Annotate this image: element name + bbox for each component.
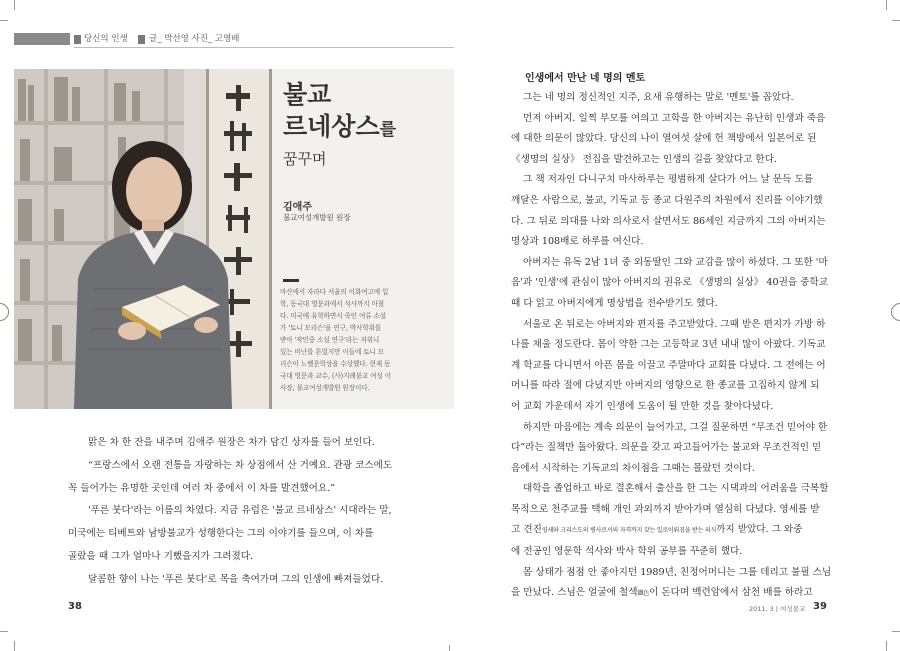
text-line-main: 계 학교를 다니면서 아픈 몸을 이끌고 주말마다 교회를 다녔다. 그 전에는 어 bbox=[511, 359, 826, 371]
text-line bbox=[511, 418, 841, 439]
text-line bbox=[511, 438, 841, 459]
text-line bbox=[511, 397, 841, 418]
bio-line: 받아 '작민중 소설 연구'라는 저위니 bbox=[280, 336, 380, 344]
text-line-main: 고 견진 bbox=[511, 524, 542, 536]
text-line-main: 때 다 읽고 아버지에게 명상법을 전수받기도 했다. bbox=[511, 297, 718, 309]
text-line bbox=[511, 232, 841, 253]
text-line-main: 을 만났다. 스님은 얼굴에 철색 bbox=[511, 587, 638, 599]
text-line bbox=[511, 109, 841, 130]
text-line bbox=[511, 479, 841, 500]
text-line bbox=[511, 315, 841, 336]
text-line bbox=[511, 212, 841, 233]
bio-line: 사장, 불교여성개발원 원장이다. bbox=[280, 384, 370, 392]
registration-mark bbox=[891, 303, 900, 321]
text-line bbox=[511, 170, 841, 191]
title-line-2-main: 르네상스 bbox=[283, 112, 380, 141]
left-column-text bbox=[68, 432, 398, 592]
header-credits: 글_ 박선영 사진_ 고영배 bbox=[149, 34, 240, 44]
crop-mark bbox=[14, 641, 15, 651]
crop-mark bbox=[449, 645, 450, 651]
title-line-2-particle: 를 bbox=[379, 120, 397, 140]
header-marker bbox=[74, 35, 81, 44]
text-line-main: 목적으로 천주교를 택해 개인 과외까지 받아가며 열심히 다녔다. 영세를 받 bbox=[511, 503, 820, 515]
text-line-tail: 까지 받았다. 그 와중 bbox=[716, 524, 803, 536]
paragraph: 맑은 차 한 잔을 내주며 김애주 원장은 차가 담긴 상자를 들어 보인다. bbox=[88, 437, 375, 448]
text-line bbox=[511, 356, 841, 377]
bio-line: 가 '토니 모리슨'을 연구, 박사학위를 bbox=[280, 324, 382, 332]
text-line-main: 머니를 따라 절에 다녔지만 아버지의 영향으로 한 종교를 고집하지 않게 되 bbox=[511, 380, 820, 392]
paragraph-continued: 골랐을 때 그가 얼마나 기뻤을지가 그려졌다. bbox=[68, 550, 254, 562]
inline-note: 영세와 크리스도의 병사로서의 자격까지 갖는 일로이뤄짐을 받는 의식 bbox=[541, 527, 717, 535]
crop-mark bbox=[886, 641, 887, 651]
text-line bbox=[511, 129, 841, 150]
page-number-right: 39 bbox=[813, 601, 827, 612]
text-line-main: 에 대한 의문이 많았다. 당신의 나이 열여섯 살에 헌 책방에서 일본어로 된 bbox=[511, 133, 817, 145]
text-line-main: 그 책 저자인 다니구치 마사하루는 평범하게 살다가 어느 날 문득 도를 bbox=[523, 174, 813, 186]
crop-mark bbox=[892, 20, 900, 21]
paragraph: '푸른 붓다'라는 이름의 차였다. 지금 유럽은 '불교 르네상스' 시대라는 말, bbox=[88, 505, 392, 517]
author-bio bbox=[280, 286, 442, 394]
text-line-main: 깨달은 사람으로, 불교, 기독교 등 종교 다원주의 차원에서 진리를 이야기했 bbox=[511, 194, 823, 206]
text-line-main: 나를 채울 정도란다. 몸이 약한 그는 고등학교 3년 내내 많이 아팠다. 기독교 bbox=[511, 339, 826, 351]
text-line-main: 그는 네 명의 정신적인 지주, 요새 유행하는 말로 '멘토'를 꼽았다. bbox=[523, 92, 794, 103]
text-line bbox=[511, 563, 841, 584]
title-line-3: 꿈꾸며 bbox=[283, 150, 327, 168]
text-line-main: 다”라는 질책만 돌아왔다. 의문을 갖고 파고들어가는 불교와 무조건적인 믿 bbox=[511, 442, 822, 454]
issue-label: 2011. 3 | 여성불교 bbox=[749, 605, 806, 613]
paragraph-continued: 꼭 들어가는 유명한 곳인데 여러 차 중에서 이 차를 발견했어요.” bbox=[68, 482, 336, 494]
text-line-main: 먼저 아버지. 일찍 부모를 여의고 고학을 한 아버지는 유난히 인생과 죽음 bbox=[523, 112, 826, 124]
crop-mark bbox=[0, 631, 8, 632]
text-line bbox=[511, 542, 841, 563]
registration-mark bbox=[0, 303, 9, 321]
text-line-main: 명상과 108배로 하루를 여신다. bbox=[511, 236, 644, 248]
text-line-tail: 이 돈다며 백련암에서 삼천 배를 하라고 bbox=[649, 587, 813, 599]
title-line-1: 불교 bbox=[283, 80, 332, 109]
bio-line: 학, 동국대 영문과에서 석사까지 마쳤 bbox=[280, 300, 385, 308]
text-line-main: 대학을 졸업하고 바로 결혼해서 출산을 한 그는 시댁과의 어려움을 극복할 bbox=[523, 483, 829, 495]
bio-line: 리슨이 노벨문학상을 수상했다. 현재 동 bbox=[280, 360, 391, 368]
text-line-main: 서울로 온 뒤로는 아버지와 편지를 주고받았다. 그때 받은 편지가 가방 하 bbox=[523, 318, 826, 330]
bio-rule bbox=[283, 279, 299, 282]
article-title bbox=[283, 79, 453, 170]
bio-line: 있는 비난를 튼었지만 이들에 토니 모 bbox=[280, 348, 385, 356]
text-line bbox=[511, 376, 841, 397]
page-header bbox=[14, 33, 454, 47]
header-section: 당신의 인생 bbox=[84, 34, 128, 44]
crop-mark bbox=[0, 20, 8, 21]
bio-line: 국대 영문과 교수, (사)지례불교 여성 이 bbox=[280, 372, 391, 380]
text-line-main: 몸 상태가 점점 안 좋아지던 1989년, 친정어머니는 그를 데리고 불필 스님 bbox=[523, 566, 832, 578]
text-line bbox=[511, 459, 841, 480]
crop-mark bbox=[892, 631, 900, 632]
right-column-lines bbox=[511, 88, 841, 605]
text-line bbox=[511, 520, 841, 542]
inline-note: 鐵色 bbox=[637, 590, 650, 598]
text-line-main: 어 교회 가운데서 자기 인생에 도움이 될 만한 것을 찾아다녔다. bbox=[511, 400, 774, 412]
text-line bbox=[511, 150, 841, 171]
text-line bbox=[511, 253, 841, 274]
text-line bbox=[511, 273, 841, 294]
text-line-main: 음에서 시작하는 기독교의 차이점을 그때는 몰랐던 것이다. bbox=[511, 462, 755, 474]
text-line-main: 에 전공인 영문학 석사와 박사 학위 공부를 꾸준히 했다. bbox=[511, 546, 743, 558]
text-line bbox=[511, 88, 841, 109]
text-line bbox=[511, 191, 841, 212]
paragraph: 달콤한 향이 나는 '푸른 붓다'로 목을 축여가며 그의 인생에 빠져들었다. bbox=[88, 573, 384, 585]
text-line-main: 하지만 마음에는 계속 의문이 늘어가고, 그걸 질문하면 “무조건 믿어야 한 bbox=[523, 421, 828, 433]
header-marker bbox=[138, 35, 145, 44]
bio-line: 다. 미국에 유학하면서 죽인 여류 소설 bbox=[280, 312, 387, 320]
title-line-2 bbox=[283, 111, 453, 146]
crop-mark bbox=[14, 0, 15, 10]
bio-line: 마산에서 자라다 서울의 이화여고에 입 bbox=[280, 288, 389, 296]
page-number-left: 38 bbox=[68, 601, 82, 612]
text-line bbox=[511, 335, 841, 356]
text-line-main: 다. 그 뒤로 의대를 나와 의사로서 살면서도 86세인 지금까지 그의 아버지는 bbox=[511, 215, 826, 227]
header-rule bbox=[74, 47, 454, 48]
crop-mark bbox=[886, 0, 887, 10]
paragraph-continued: 미국에는 티베트와 남방불교가 성행한다는 그의 이야기를 들으며, 이 차를 bbox=[68, 528, 374, 540]
author-name: 김애주 bbox=[283, 202, 312, 213]
text-line bbox=[511, 294, 841, 315]
paragraph: “프랑스에서 오랜 전통을 자랑하는 차 상점에서 산 거예요. 관광 코스에도 bbox=[88, 459, 393, 471]
right-column-text bbox=[511, 70, 841, 605]
author-role: 불교여성개발원 원장 bbox=[283, 213, 351, 222]
text-line bbox=[511, 500, 841, 521]
text-line-main: 음'과 '인생'에 관심이 많아 아버지의 권유로 《생명의 실상》 40권을 중학교 bbox=[511, 277, 828, 289]
text-line-main: 아버지는 유독 2남 1녀 중 외동딸인 그와 교감을 많이 하셨다. 그 또한 '마 bbox=[523, 256, 828, 268]
text-line bbox=[511, 583, 841, 605]
header-bar bbox=[14, 33, 70, 45]
section-heading: 인생에서 만난 네 명의 멘토 bbox=[525, 73, 646, 84]
text-line-main: 《생명의 실상》 전집을 발견하고는 인생의 길을 찾았다고 한다. bbox=[511, 153, 778, 165]
